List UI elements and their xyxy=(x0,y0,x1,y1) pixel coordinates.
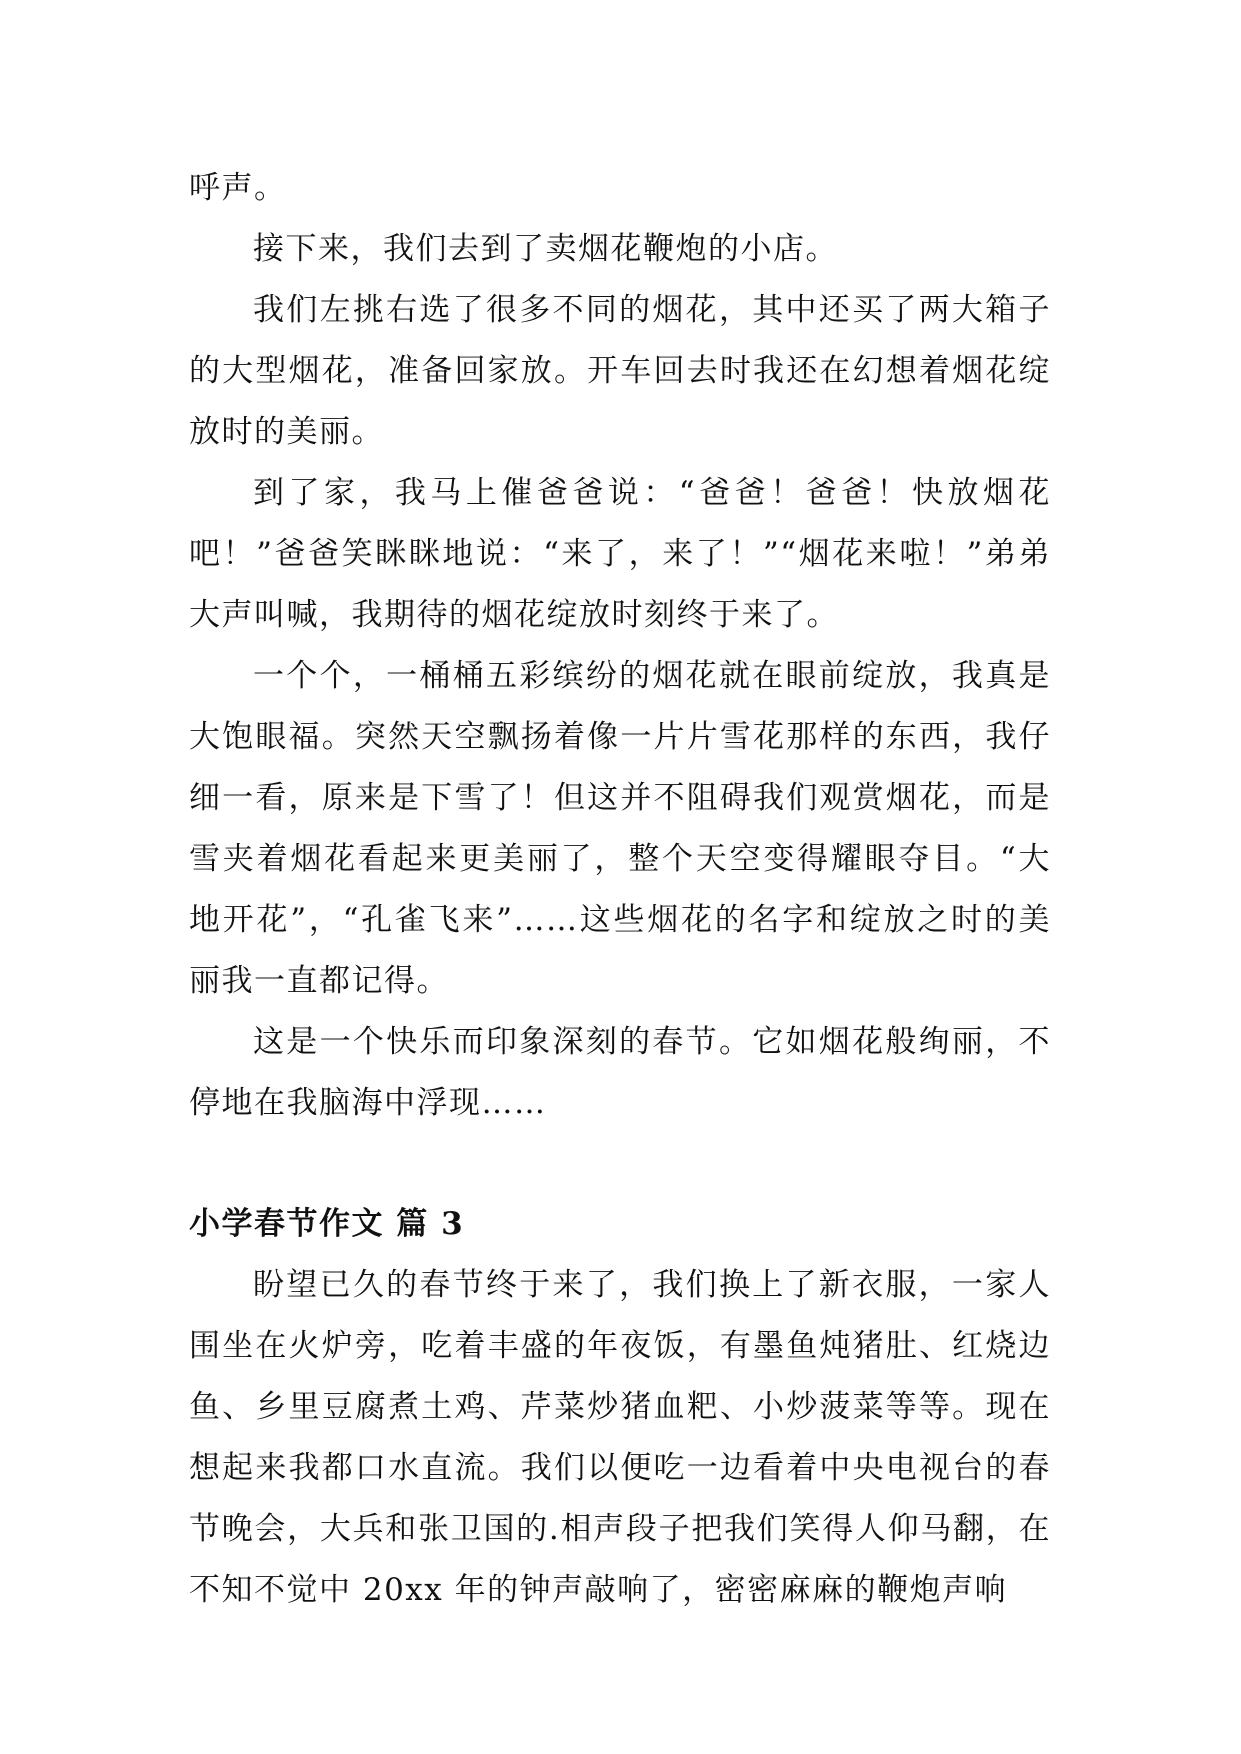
paragraph: 一个个，一桶桶五彩缤纷的烟花就在眼前绽放，我真是大饱眼福。突然天空飘扬着像一片片雪花那样的东西，我仔细一看，原来是下雪了！但这并不阻碍我们观赏烟花，而是雪夹着烟花看起来更美丽了，整个天空变得耀眼夺目。“大地开花”，“孔雀飞来”……这些烟花的名字和绽放之时的美丽我一直都记得。 xyxy=(189,658,1051,999)
document-body xyxy=(189,158,1051,1621)
section-heading: 小学春节作文 篇 3 xyxy=(189,1206,465,1242)
paragraph: 盼望已久的春节终于来了，我们换上了新衣服，一家人围坐在火炉旁，吃着丰盛的年夜饭，有墨鱼炖猪肚、红烧边鱼、乡里豆腐煮土鸡、芹菜炒猪血粑、小炒菠菜等等。现在想起来我都口水直流。我们以便吃一边看着中央电视台的春节晚会，大兵和张卫国的.相声段子把我们笑得人仰马翻，在不知不觉中 20xx 年的钟声敲响了，密密麻麻的鞭炮声响 xyxy=(189,1267,1051,1608)
section-spacer xyxy=(189,1134,1051,1194)
paragraph-continuation: 呼声。 xyxy=(189,170,287,206)
paragraph: 我们左挑右选了很多不同的烟花，其中还买了两大箱子的大型烟花，准备回家放。开车回去时我还在幻想着烟花绽放时的美丽。 xyxy=(189,292,1051,450)
paragraph: 接下来，我们去到了卖烟花鞭炮的小店。 xyxy=(253,231,838,267)
paragraph: 这是一个快乐而印象深刻的春节。它如烟花般绚丽，不停地在我脑海中浮现…… xyxy=(189,1024,1051,1121)
paragraph: 到了家，我马上催爸爸说：“爸爸！爸爸！快放烟花吧！”爸爸笑眯眯地说：“来了，来了！”“烟花来啦！”弟弟大声叫喊，我期待的烟花绽放时刻终于来了。 xyxy=(189,475,1051,633)
